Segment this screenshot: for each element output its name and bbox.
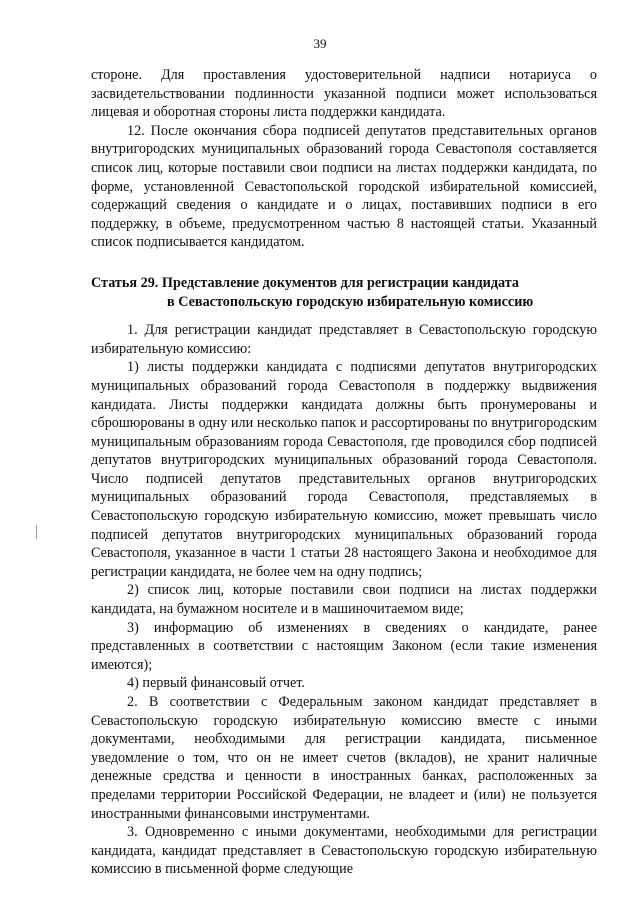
paragraph-part-1: 1. Для регистрации кандидат представляет в Севастопольскую городскую избирательную комиссию:	[91, 322, 597, 357]
article-title-line2: в Севастопольскую городскую избирательную комиссию	[167, 293, 534, 310]
paragraph-item-2: 2) список лиц, которые поставили свои подписи на листах поддержки кандидата, на бумажном носителе и в машиночитаемом виде;	[91, 582, 597, 618]
article-heading	[91, 274, 597, 311]
paragraph-item-3: 3) информацию об изменениях в сведениях о кандидате, ранее представленных в соответствии с настоящим Законом (если такие изменения имеются);	[91, 619, 597, 673]
paragraph-item-4: 4) первый финансовый отчет.	[127, 675, 305, 692]
article-title-line1: Статья 29. Представление документов для регистрации кандидата	[91, 274, 519, 291]
paragraph-part-2: 2. В соответствии с Федеральным законом кандидат представляет в Севастопольскую городскую избирательную комиссию вместе с иными документами, необходимыми для регистрации кандидата, письменное уведомление о том, что он не имеет счетов (вкладов), не хранит наличные денежные средства и ценности в иностранных банках, расположенных за пределами территории Российской Федерации, не владеет и (или) не пользуется иностранными финансовыми инструментами.	[91, 694, 597, 822]
scan-margin-mark	[36, 525, 37, 539]
document-body	[91, 66, 597, 879]
paragraph-continuation: стороне. Для проставления удостоверительной надписи нотариуса о засвидетельствовании подлинности указанной подписи может использоваться лицевая и оборотная стороны листа поддержки кандидата.	[91, 67, 597, 121]
paragraph-item-1: 1) листы поддержки кандидата с подписями депутатов внутригородских муниципальных образований города Севастополя в поддержку выдвижения кандидата. Листы поддержки кандидата должны быть пронумерованы и сброшюрованы в одну или несколько папок и рассортированы по внутригородским муниципальным образованиям города Севастополя, где проводился сбор подписей депутатов внутригородских муниципальных образований города Севастополя. Число подписей депутатов представительных органов внутригородских муниципальных образований города Севастополя, представляемых в Севастопольскую городскую избирательную комиссию, может превышать число подписей депутатов внутригородских муниципальных образований города Севастополя, указанное в части 1 статьи 28 настоящего Закона и необходимое для регистрации кандидата, не более чем на одну подпись;	[91, 359, 597, 580]
paragraph-part-3: 3. Одновременно с иными документами, необходимыми для регистрации кандидата, кандидат представляет в Севастопольскую городскую избирательную комиссию в письменной форме следующие	[91, 824, 597, 878]
page-number: 39	[313, 36, 327, 51]
paragraph-item-12: 12. После окончания сбора подписей депутатов представительных органов внутригородских муниципальных образований города Севастополя составляется список лиц, которые поставили свои подписи на листах поддержки кандидата, по форме, установленной Севастопольской городской избирательной комиссией, содержащий сведения о кандидате и о лицах, поставивших подписи в его поддержку, в объеме, предусмотренном частью 8 настоящей статьи. Указанный список подписывается кандидатом.	[91, 122, 597, 251]
